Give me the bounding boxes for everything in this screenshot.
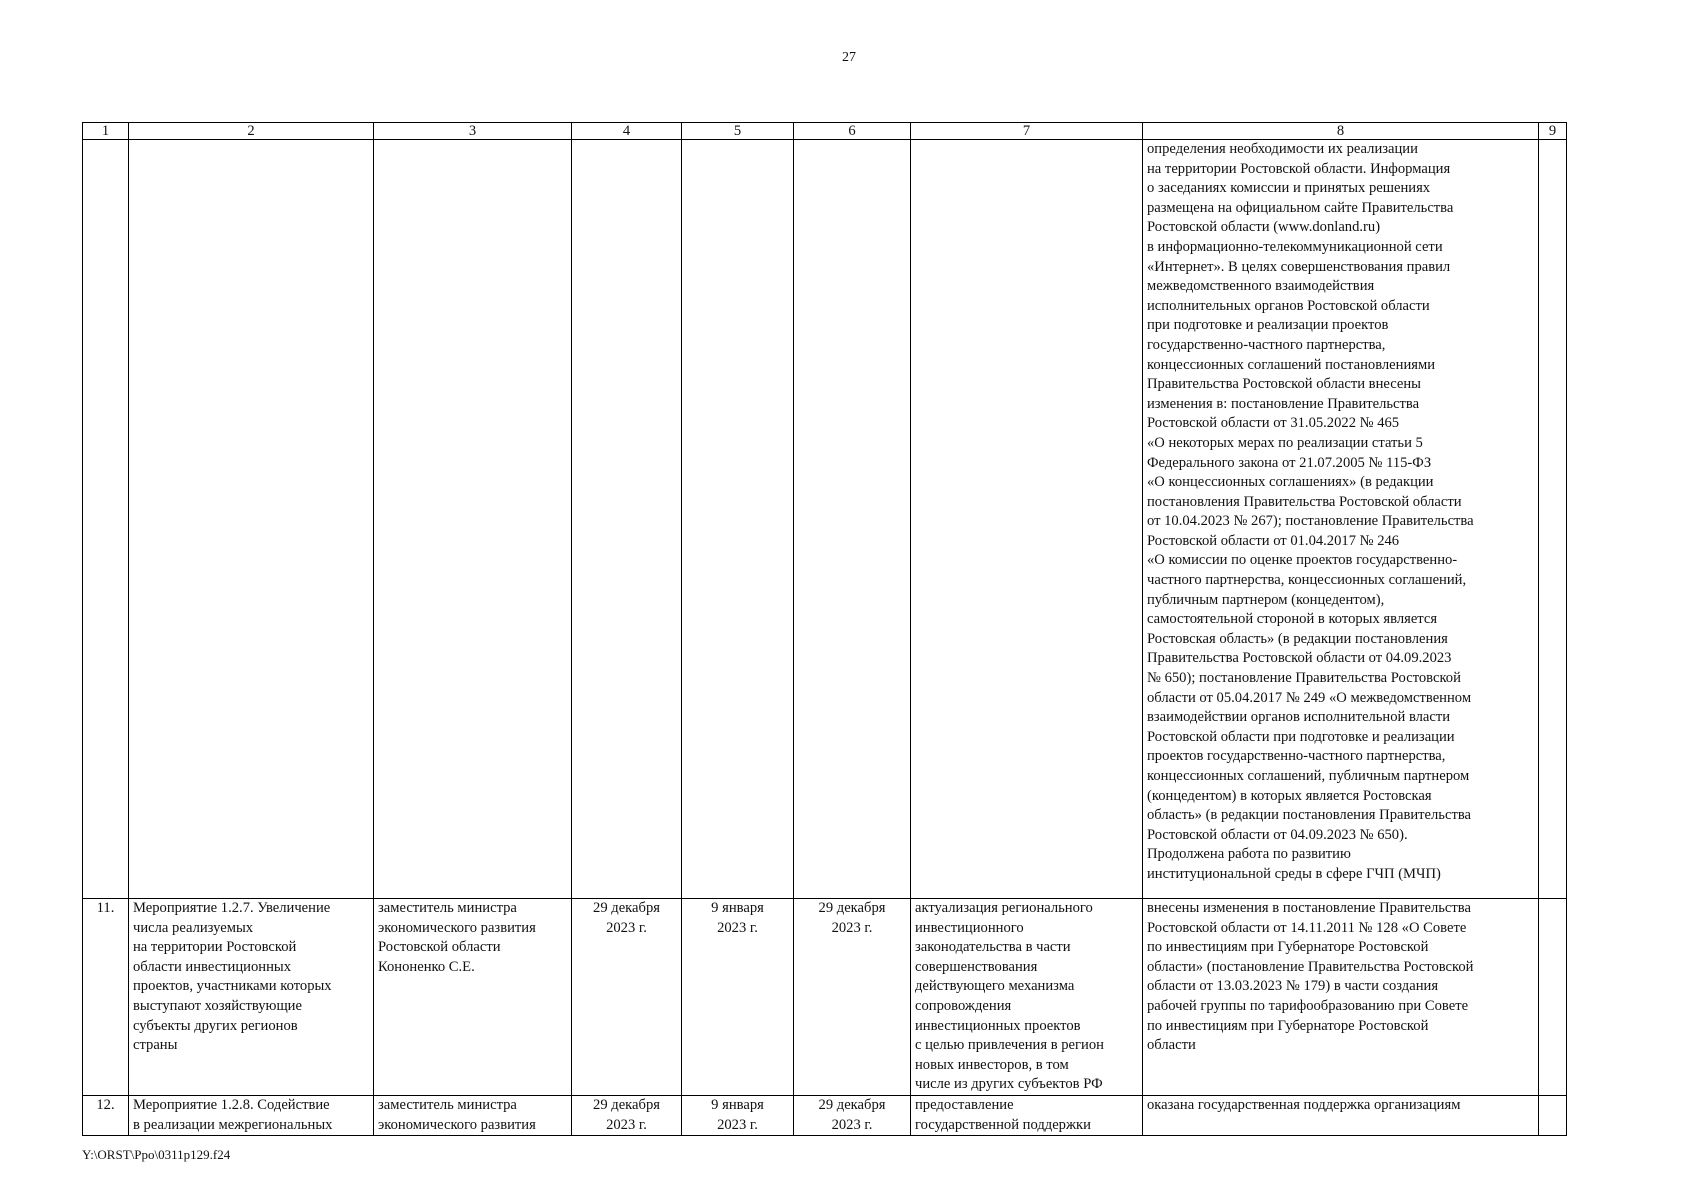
column-number: 6 bbox=[794, 123, 911, 140]
date-start-cell: 9 января 2023 г. bbox=[682, 899, 794, 1096]
table-row-continuation bbox=[83, 140, 1567, 899]
date-end-cell: 29 декабря 2023 г. bbox=[794, 899, 911, 1096]
column-number-row bbox=[83, 123, 1567, 140]
column-number: 7 bbox=[911, 123, 1143, 140]
event-cell: Мероприятие 1.2.7. Увеличение числа реализуемых на территории Ростовской области инвестиционных проектов, участниками которых выступают хозяйствующие субъекты других регионов страны bbox=[129, 899, 374, 1096]
notes-cell bbox=[1539, 1096, 1567, 1136]
table-row bbox=[83, 899, 1567, 1096]
table-cell bbox=[129, 140, 374, 899]
file-path-footer: Y:\ORST\Ppo\0311p129.f24 bbox=[82, 1147, 231, 1162]
responsible-cell: заместитель министра экономического развития Ростовской области Кононенко С.Е. bbox=[374, 899, 572, 1096]
row-number-cell: 12. bbox=[83, 1096, 129, 1136]
table-row bbox=[83, 1096, 1567, 1136]
column-number: 2 bbox=[129, 123, 374, 140]
date-end-cell: 29 декабря 2023 г. bbox=[794, 1096, 911, 1136]
actual-result-cell: определения необходимости их реализации на территории Ростовской области. Информация о заседаниях комиссии и принятых решениях размещена на официальном сайте Правительства Ростовской области (www.donland.ru) в информационно-телекоммуникационной сети «Интернет». В целях совершенствования правил межведомственного взаимодействия исполнительных органов Ростовской области при подготовке и реализации проектов государственно-частного партнерства, концессионных соглашений постановлениями Правительства Ростовской области внесены изменения в: постановление Правительства Ростовской области от 31.05.2022 № 465 «О некоторых мерах по реализации статьи 5 Федерального закона от 21.07.2005 № 115-ФЗ «О концессионных соглашениях» (в редакции постановления Правительства Ростовской области от 10.04.2023 № 267); постановление Правительства Ростовской области от 01.04.2017 № 246 «О комиссии по оценке проектов государственно- частного партнерства, концессионных соглашений, публичным партнером (концедентом), самостоятельной стороной в которых является Ростовская область» (в редакции постановления Правительства Ростовской области от 04.09.2023 № 650); постановление Правительства Ростовской области от 05.04.2017 № 249 «О межведомственном взаимодействии органов исполнительной власти Ростовской области при подготовке и реализации проектов государственно-частного партнерства, концессионных соглашений, публичным партнером (концедентом) в которых является Ростовская область» (в редакции постановления Правительства Ростовской области от 04.09.2023 № 650). Продолжена работа по развитию институциональной среды в сфере ГЧП (МЧП) bbox=[1143, 140, 1539, 899]
column-number: 9 bbox=[1539, 123, 1567, 140]
column-number: 3 bbox=[374, 123, 572, 140]
table-cell bbox=[794, 140, 911, 899]
date-planned-cell: 29 декабря 2023 г. bbox=[572, 899, 682, 1096]
table-cell bbox=[83, 140, 129, 899]
column-number: 8 bbox=[1143, 123, 1539, 140]
column-number: 4 bbox=[572, 123, 682, 140]
actual-result-cell: оказана государственная поддержка организациям bbox=[1143, 1096, 1539, 1136]
table-cell bbox=[572, 140, 682, 899]
notes-cell bbox=[1539, 899, 1567, 1096]
date-planned-cell: 29 декабря 2023 г. bbox=[572, 1096, 682, 1136]
column-number: 5 bbox=[682, 123, 794, 140]
responsible-cell: заместитель министра экономического развития bbox=[374, 1096, 572, 1136]
page-number: 27 bbox=[842, 50, 856, 65]
expected-result-cell: предоставление государственной поддержки bbox=[911, 1096, 1143, 1136]
report-table bbox=[82, 122, 1567, 1136]
table-cell bbox=[374, 140, 572, 899]
row-number-cell: 11. bbox=[83, 899, 129, 1096]
table-cell bbox=[911, 140, 1143, 899]
column-number: 1 bbox=[83, 123, 129, 140]
event-cell: Мероприятие 1.2.8. Содействие в реализации межрегиональных bbox=[129, 1096, 374, 1136]
actual-result-cell: внесены изменения в постановление Правительства Ростовской области от 14.11.2011 № 128 «О Совете по инвестициям при Губернаторе Ростовской области» (постановление Правительства Ростовской области от 13.03.2023 № 179) в части создания рабочей группы по тарифообразованию при Совете по инвестициям при Губернаторе Ростовской области bbox=[1143, 899, 1539, 1096]
expected-result-cell: актуализация регионального инвестиционного законодательства в части совершенствования действующего механизма сопровождения инвестиционных проектов с целью привлечения в регион новых инвесторов, в том числе из других субъектов РФ bbox=[911, 899, 1143, 1096]
table-cell bbox=[1539, 140, 1567, 899]
date-start-cell: 9 января 2023 г. bbox=[682, 1096, 794, 1136]
table-cell bbox=[682, 140, 794, 899]
